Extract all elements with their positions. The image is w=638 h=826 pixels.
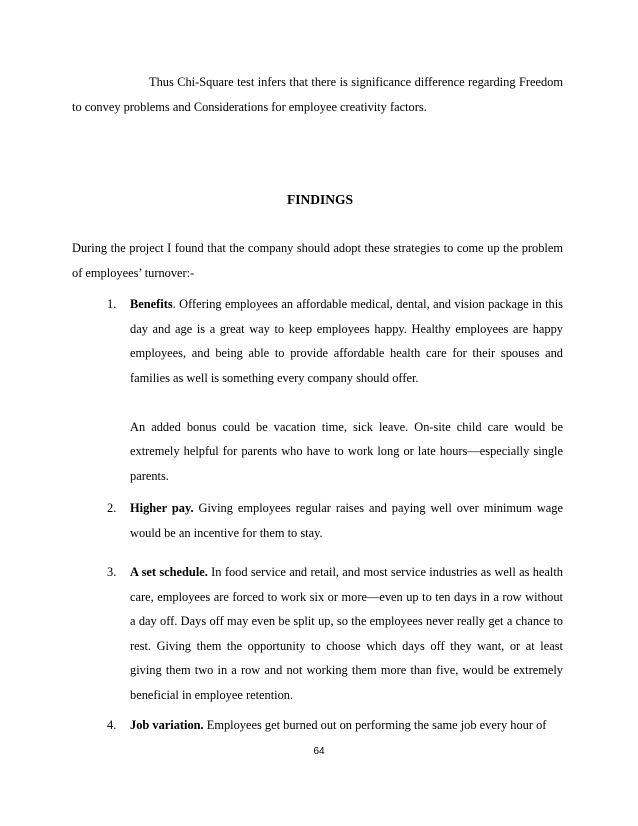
list-item-title: Job variation. — [130, 718, 204, 732]
list-item-text: In food service and retail, and most service industries as well as health care, employees are forced to work six or more—even up to ten days in a row without a day off. Days off may even be split up, so the employees never really get a chance to rest. Giving them the opportunity to choose which days off they want, or at least giving them two in a row and not working them more than five, would be extremely beneficial in employee retention. — [130, 565, 563, 702]
list-item-number: 4. — [107, 718, 117, 732]
list-item-set-schedule — [107, 560, 563, 707]
list-item-body — [130, 292, 563, 390]
page-number: 64 — [313, 746, 325, 757]
list-item-number: 1. — [107, 297, 117, 311]
list-item-text: Employees get burned out on performing the same job every hour of — [203, 718, 547, 732]
list-item-title: Higher pay. — [130, 501, 194, 515]
list-item-higher-pay — [107, 496, 563, 545]
list-item-extra: An added bonus could be vacation time, sick leave. On-site child care would be extremely helpful for parents who have to work long or late hours—especially single parents. — [130, 419, 563, 483]
section-heading: FINDINGS — [286, 192, 353, 207]
list-item-title: A set schedule. — [130, 565, 208, 579]
list-item-body — [130, 496, 563, 545]
list-item-number: 2. — [107, 501, 117, 515]
list-item-text: . Offering employees an affordable medical, dental, and vision package in this day and age is a great way to keep employees happy. Healthy employees are happy employees, and being able to provide affordable health care for their spouses and families as well is something every company should offer. — [130, 297, 563, 385]
lead-paragraph: During the project I found that the company should adopt these strategies to come up the problem of employees’ turnover:- — [72, 241, 563, 280]
list-item-body — [130, 560, 563, 707]
list-item-title: Benefits — [130, 297, 173, 311]
list-item-job-variation — [107, 713, 563, 738]
intro-paragraph: Thus Chi-Square test infers that there is significance difference regarding Freedom to convey problems and Considerations for employee creativity factors. — [72, 75, 563, 114]
list-item-benefits — [107, 292, 563, 488]
list-item-text: Giving employees regular raises and paying well over minimum wage would be an incentive for them to stay. — [130, 501, 563, 540]
list-item-body — [130, 713, 563, 738]
list-item-number: 3. — [107, 565, 117, 579]
